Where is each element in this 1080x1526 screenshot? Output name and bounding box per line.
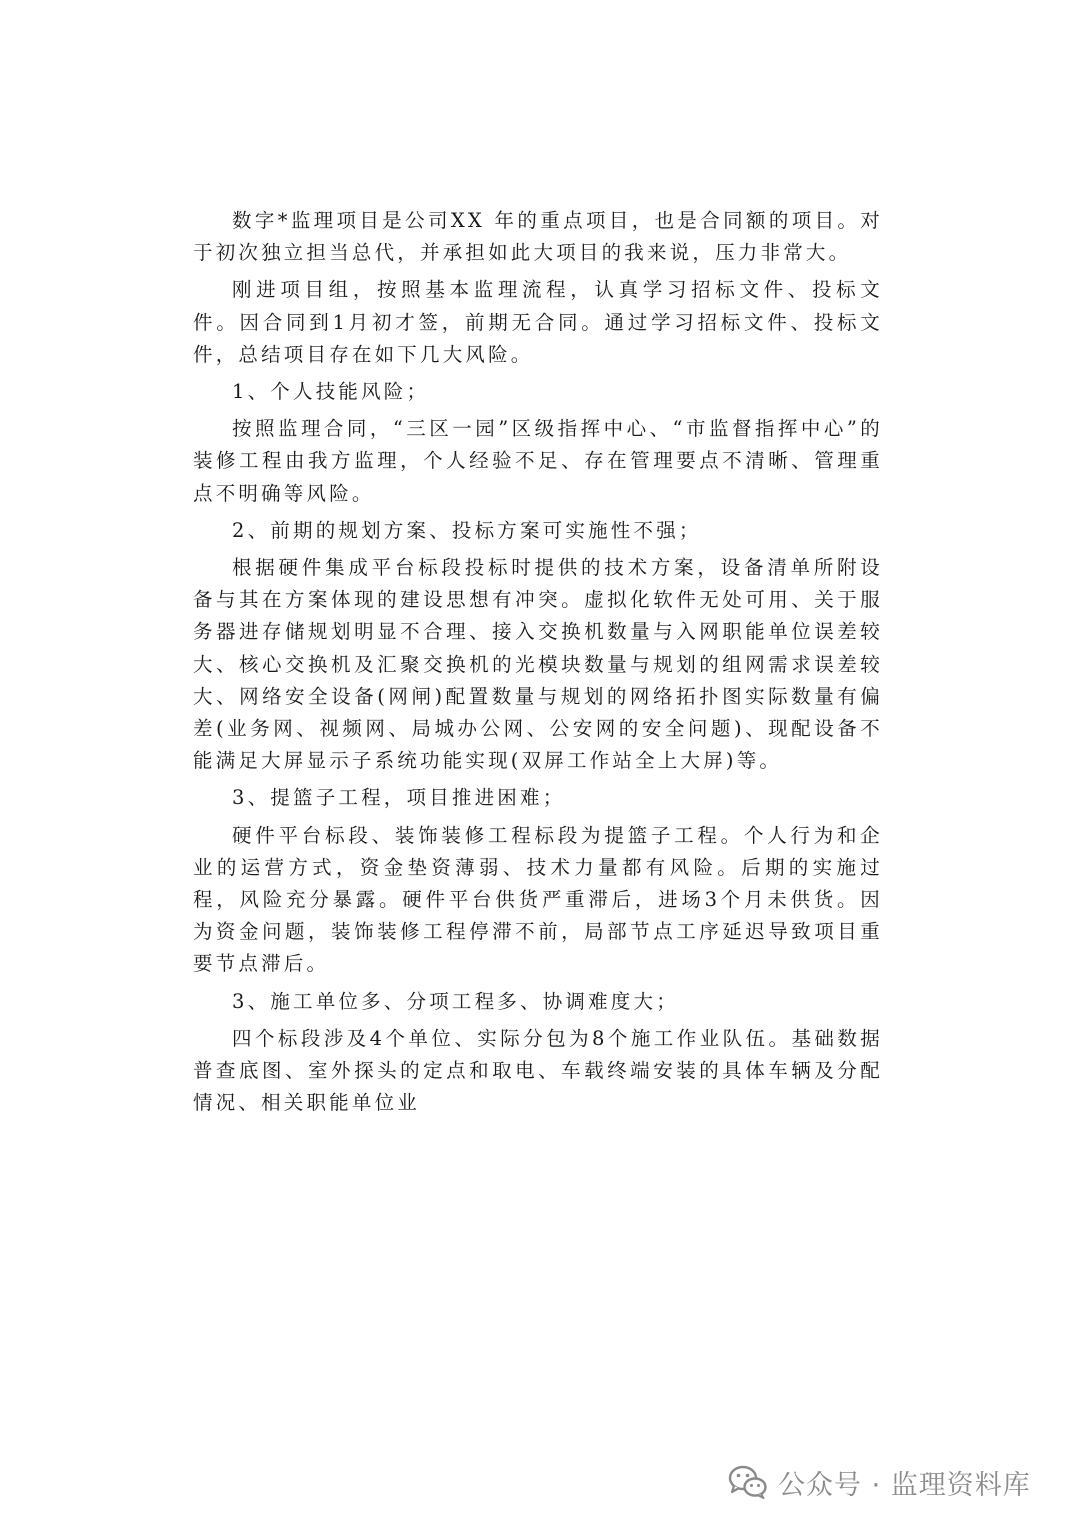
paragraph: 数字*监理项目是公司XX 年的重点项目，也是合同额的项目。对于初次独立担当总代，并承担如此大项目的我来说，压力非常大。: [193, 209, 883, 265]
watermark-text: 公众号 · 监理资料库: [778, 1469, 1031, 1501]
paragraph: 根据硬件集成平台标段投标时提供的技术方案，设备清单所附设备与其在方案体现的建设思想有冲突。虚拟化软件无处可用、关于服务器进存储规划明显不合理、接入交换机数量与入网职能单位误差较大、核心交换机及汇聚交换机的光模块数量与规划的组网需求误差较大、网络安全设备(网闸)配置数量与规划的网络拓扑图实际数量有偏差(业务网、视频网、局城办公网、公安网的安全问题)、现配设备不能满足大屏显示子系统功能实现(双屏工作站全上大屏)等。: [193, 556, 883, 773]
paragraph: 硬件平台标段、装饰装修工程标段为提篮子工程。个人行为和企业的运营方式，资金垫资薄弱、技术力量都有风险。后期的实施过程，风险充分暴露。硬件平台供货严重滞后，进场3个月未供货。因为资金问题，装饰装修工程停滞不前，局部节点工序延迟导致项目重要节点滞后。: [193, 823, 883, 976]
section-heading: 1、个人技能风险；: [232, 380, 430, 404]
section-heading: 2、前期的规划方案、投标方案可实施性不强；: [232, 518, 702, 542]
watermark: [728, 1460, 1031, 1504]
section-heading: 3、施工单位多、分项工程多、协调难度大；: [232, 989, 679, 1013]
wechat-icon: [728, 1464, 768, 1500]
paragraph: 四个标段涉及4个单位、实际分包为8个施工作业队伍。基础数据普查底图、室外探头的定点和取电、车载终端安装的具体车辆及分配情况、相关职能单位业: [193, 1026, 883, 1115]
paragraph: 刚进项目组，按照基本监理流程，认真学习招标文件、投标文件。因合同到1月初才签，前期无合同。通过学习招标文件、投标文件，总结项目存在如下几大风险。: [193, 278, 883, 366]
paragraph: 按照监理合同，“三区一园”区级指挥中心、“市监督指挥中心”的装修工程由我方监理，个人经验不足、存在管理要点不清晰、管理重点不明确等风险。: [193, 417, 883, 505]
section-heading: 3、提篮子工程，项目推进困难；: [232, 786, 566, 810]
document-body: [193, 205, 883, 1124]
